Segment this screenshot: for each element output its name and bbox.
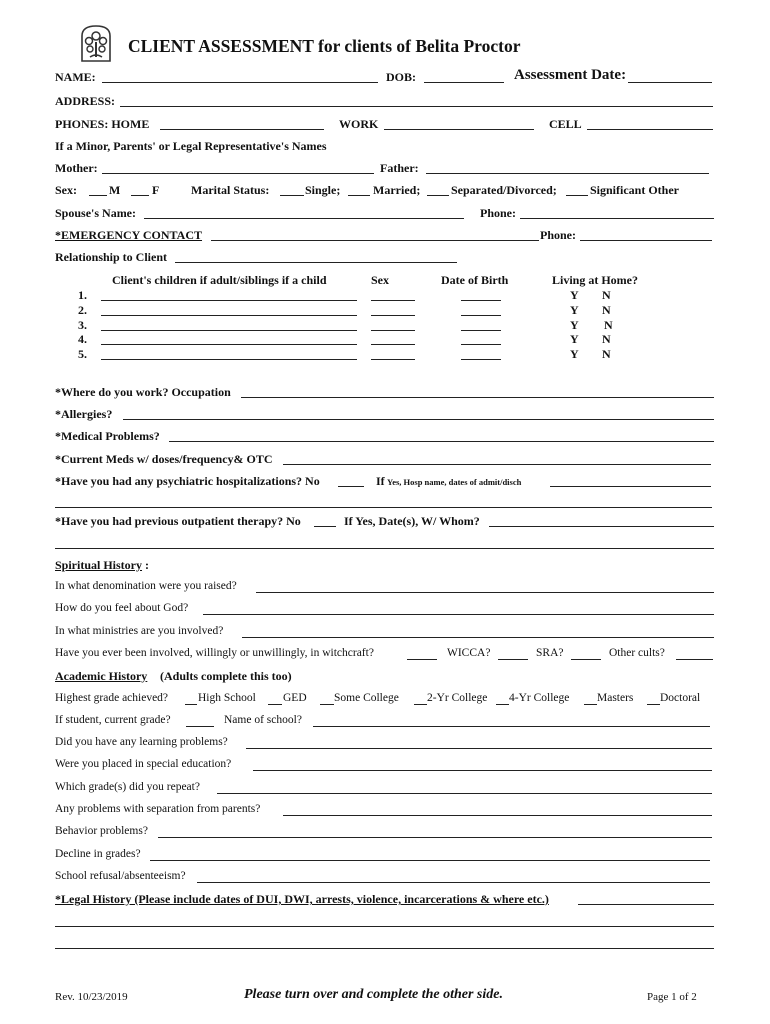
spouse-name-label: Spouse's Name: <box>55 206 137 220</box>
single-option: Single; <box>305 183 341 197</box>
footer-instruction: Please turn over and complete the other side. <box>244 987 503 1002</box>
no-option[interactable]: N <box>602 288 611 302</box>
legal-history-heading: *Legal History (Please include dates of DUI, DWI, arrests, violence, incarcerations & where etc.) <box>55 892 549 906</box>
therapy-detail-field-2[interactable] <box>55 548 714 549</box>
option-ged[interactable]: GED <box>283 692 307 704</box>
legal-history-field[interactable] <box>578 904 714 905</box>
child-name-field[interactable] <box>101 344 357 345</box>
row-number: 5. <box>78 347 87 361</box>
work-label: WORK <box>339 117 379 131</box>
legal-history-field-3[interactable] <box>55 948 714 949</box>
emergency-phone-label: Phone: <box>540 228 576 242</box>
therapy-detail-field[interactable] <box>489 526 714 527</box>
child-sex-field[interactable] <box>371 300 415 301</box>
single-blank[interactable] <box>280 195 304 196</box>
sra-label: SRA? <box>536 647 564 659</box>
child-sex-field[interactable] <box>371 344 415 345</box>
psych-if-label: If <box>376 474 385 488</box>
learning-problems-field[interactable] <box>246 748 712 749</box>
row-number: 2. <box>78 303 87 317</box>
child-dob-field[interactable] <box>461 315 501 316</box>
page-title: CLIENT ASSESSMENT for clients of Belita Proctor <box>128 36 521 56</box>
emergency-contact-label: *EMERGENCY CONTACT <box>55 228 203 242</box>
repeat-grade-field[interactable] <box>217 793 712 794</box>
denomination-field[interactable] <box>256 592 714 593</box>
living-at-home-header: Living at Home? <box>552 273 638 287</box>
significant-other-option: Significant Other <box>590 183 679 197</box>
no-option[interactable]: N <box>604 318 613 332</box>
ministries-label: In what ministries are you involved? <box>55 625 224 637</box>
current-grade-field[interactable] <box>186 726 214 727</box>
cell-label: CELL <box>549 117 582 131</box>
yes-option[interactable]: Y <box>570 318 579 332</box>
current-meds-field[interactable] <box>283 464 711 465</box>
child-dob-field[interactable] <box>461 344 501 345</box>
other-cults-blank[interactable] <box>676 659 713 660</box>
row-number: 4. <box>78 332 87 346</box>
revision-date: Rev. 10/23/2019 <box>55 991 128 1003</box>
spouse-phone-field[interactable] <box>520 218 714 219</box>
option-doctoral[interactable]: Doctoral <box>660 692 701 704</box>
feel-about-god-label: How do you feel about God? <box>55 602 189 614</box>
mother-label: Mother: <box>55 161 98 175</box>
child-sex-field[interactable] <box>371 330 415 331</box>
therapy-no-blank[interactable] <box>314 526 336 527</box>
outpatient-therapy-label: *Have you had previous outpatient therapy? No <box>55 514 301 528</box>
denomination-label: In what denomination were you raised? <box>55 580 237 592</box>
spouse-name-field[interactable] <box>144 218 464 219</box>
name-field[interactable] <box>102 82 378 83</box>
relationship-field[interactable] <box>175 262 457 263</box>
sex-m-blank[interactable] <box>89 195 107 196</box>
option-some-college[interactable]: Some College <box>334 692 399 704</box>
assessment-date-label: Assessment Date: <box>514 67 627 83</box>
current-grade-label: If student, current grade? <box>55 714 171 726</box>
married-option: Married; <box>373 183 421 197</box>
school-name-field[interactable] <box>313 726 710 727</box>
significant-blank[interactable] <box>566 195 588 196</box>
phones-home-label: PHONES: HOME <box>55 117 150 131</box>
high-school-blank[interactable] <box>185 704 197 705</box>
page-number: Page 1 of 2 <box>647 991 697 1003</box>
yes-option[interactable]: Y <box>570 303 579 317</box>
work-phone-field[interactable] <box>384 129 534 130</box>
masters-blank[interactable] <box>584 704 597 705</box>
name-label: NAME: <box>55 70 96 84</box>
father-field[interactable] <box>426 173 709 174</box>
sex-f-option: F <box>152 183 160 197</box>
school-refusal-field[interactable] <box>197 882 710 883</box>
yes-option[interactable]: Y <box>570 288 579 302</box>
wicca-blank[interactable] <box>498 659 528 660</box>
special-education-label: Were you placed in special education? <box>55 758 232 770</box>
married-blank[interactable] <box>348 195 370 196</box>
repeat-grade-label: Which grade(s) did you repeat? <box>55 781 200 793</box>
emergency-contact-field[interactable] <box>211 240 539 241</box>
therapy-if-label: If Yes, Date(s), W/ Whom? <box>344 514 480 528</box>
legal-history-field-2[interactable] <box>55 926 714 927</box>
ged-blank[interactable] <box>268 704 282 705</box>
children-header: Client's children if adult/siblings if a child <box>112 273 327 287</box>
medical-problems-field[interactable] <box>169 441 714 442</box>
psych-detail-field[interactable] <box>550 486 711 487</box>
row-number: 3. <box>78 318 87 332</box>
psych-no-blank[interactable] <box>338 486 364 487</box>
witchcraft-label: Have you ever been involved, willingly or unwillingly, in witchcraft? <box>55 647 374 659</box>
spiritual-heading-colon: : <box>145 558 149 572</box>
occupation-field[interactable] <box>241 397 714 398</box>
highest-grade-label: Highest grade achieved? <box>55 692 169 704</box>
dob-field[interactable] <box>424 82 504 83</box>
sex-m-option: M <box>109 183 121 197</box>
assessment-date-field[interactable] <box>628 82 712 83</box>
medical-problems-label: *Medical Problems? <box>55 429 160 443</box>
behavior-problems-label: Behavior problems? <box>55 825 148 837</box>
witchcraft-blank[interactable] <box>407 659 437 660</box>
marital-status-label: Marital Status: <box>191 183 270 197</box>
wicca-label: WICCA? <box>447 647 491 659</box>
decline-grades-field[interactable] <box>150 860 710 861</box>
spiritual-history-heading: Spiritual History <box>55 558 143 572</box>
father-label: Father: <box>380 161 419 175</box>
child-name-field[interactable] <box>101 315 357 316</box>
address-label: ADDRESS: <box>55 94 116 108</box>
yes-option[interactable]: Y <box>570 347 579 361</box>
mother-field[interactable] <box>102 173 374 174</box>
no-option[interactable]: N <box>602 347 611 361</box>
current-meds-label: *Current Meds w/ doses/frequency& OTC <box>55 452 273 466</box>
separated-blank[interactable] <box>427 195 449 196</box>
relationship-label: Relationship to Client <box>55 250 168 264</box>
no-option[interactable]: N <box>602 332 611 346</box>
sex-header: Sex <box>371 273 389 287</box>
doctoral-blank[interactable] <box>647 704 660 705</box>
decline-grades-label: Decline in grades? <box>55 848 141 860</box>
option-4yr-college[interactable]: 4-Yr College <box>509 692 570 704</box>
behavior-problems-field[interactable] <box>158 837 712 838</box>
feel-about-god-field[interactable] <box>203 614 714 615</box>
learning-problems-label: Did you have any learning problems? <box>55 736 228 748</box>
sra-blank[interactable] <box>571 659 601 660</box>
child-dob-field[interactable] <box>461 330 501 331</box>
child-name-field[interactable] <box>101 300 357 301</box>
sex-f-blank[interactable] <box>131 195 149 196</box>
two-yr-blank[interactable] <box>414 704 427 705</box>
other-cults-label: Other cults? <box>609 647 665 659</box>
emergency-phone-field[interactable] <box>580 240 712 241</box>
child-sex-field[interactable] <box>371 359 415 360</box>
dob-header: Date of Birth <box>441 273 509 287</box>
school-name-label: Name of school? <box>224 714 302 726</box>
child-dob-field[interactable] <box>461 359 501 360</box>
allergies-label: *Allergies? <box>55 407 113 421</box>
separated-option: Separated/Divorced; <box>451 183 557 197</box>
child-name-field[interactable] <box>101 359 357 360</box>
address-field[interactable] <box>120 106 713 107</box>
tree-logo <box>78 24 114 62</box>
ministries-field[interactable] <box>242 637 714 638</box>
yes-option[interactable]: Y <box>570 332 579 346</box>
spouse-phone-label: Phone: <box>480 206 516 220</box>
psych-detail-field-2[interactable] <box>55 507 712 508</box>
cell-phone-field[interactable] <box>587 129 713 130</box>
academic-history-heading: Academic History <box>55 669 148 683</box>
separation-label: Any problems with separation from parents? <box>55 803 261 815</box>
home-phone-field[interactable] <box>160 129 324 130</box>
no-option[interactable]: N <box>602 303 611 317</box>
work-occupation-label: *Where do you work? Occupation <box>55 385 231 399</box>
row-number: 1. <box>78 288 87 302</box>
option-2yr-college[interactable]: 2-Yr College <box>427 692 488 704</box>
psychiatric-hospitalization-label: *Have you had any psychiatric hospitalizations? No <box>55 474 320 488</box>
dob-label: DOB: <box>386 70 416 84</box>
four-yr-blank[interactable] <box>496 704 509 705</box>
allergies-field[interactable] <box>123 419 714 420</box>
sex-label: Sex: <box>55 183 77 197</box>
psych-detail-label: Yes, Hosp name, dates of admit/disch <box>387 477 522 487</box>
minor-note: If a Minor, Parents' or Legal Representative's Names <box>55 139 327 153</box>
special-education-field[interactable] <box>253 770 712 771</box>
option-masters[interactable]: Masters <box>597 692 634 704</box>
school-refusal-label: School refusal/absenteeism? <box>55 870 186 882</box>
separation-field[interactable] <box>283 815 712 816</box>
child-sex-field[interactable] <box>371 315 415 316</box>
some-college-blank[interactable] <box>320 704 334 705</box>
academic-note: (Adults complete this too) <box>160 669 292 683</box>
option-high-school[interactable]: High School <box>198 692 256 704</box>
child-name-field[interactable] <box>101 330 357 331</box>
child-dob-field[interactable] <box>461 300 501 301</box>
